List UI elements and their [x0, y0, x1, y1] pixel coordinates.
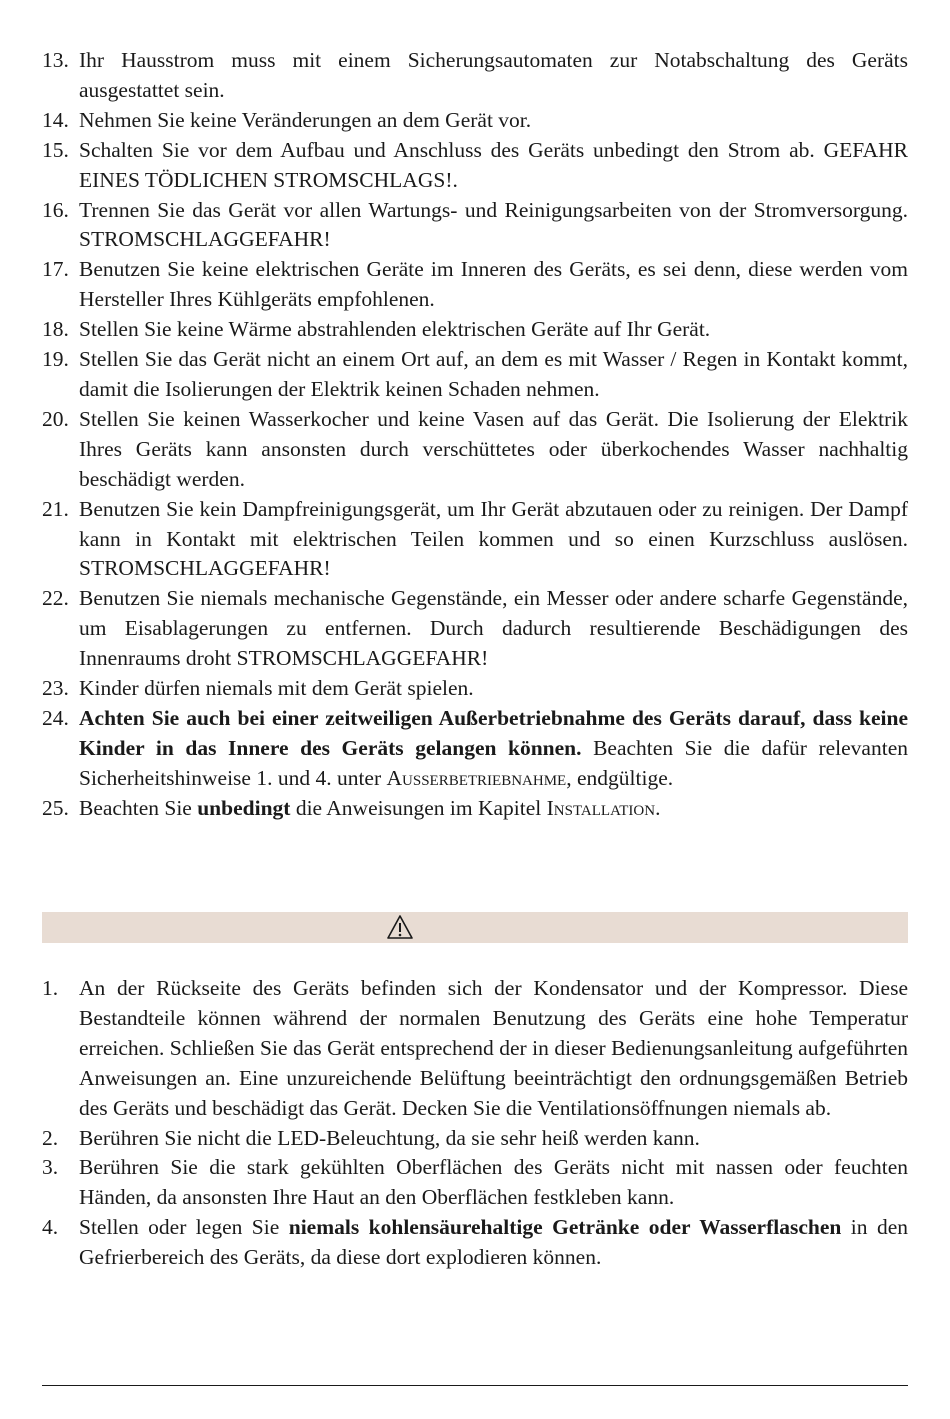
list-item [42, 1124, 908, 1154]
list-item [42, 794, 908, 824]
list-item-text: Benutzen Sie kein Dampfreinigungsgerät, um Ihr Gerät abzutauen oder zu reinigen. Der Dampf kann in Kontakt mit elektrischen Teilen kommen und so einen Kurzschluss auslösen. STROMSCHLAGGEFAHR! [79, 496, 908, 581]
list-item [42, 405, 908, 495]
list-item-text: Schalten Sie vor dem Aufbau und Anschluss des Geräts unbedingt den Strom ab. GEFAHR EINES TÖDLICHEN STROMSCHLAGS!. [79, 137, 908, 192]
list-item [42, 46, 908, 106]
footer-rule [42, 1385, 908, 1386]
list-item [42, 136, 908, 196]
list-item-text: Ihr Hausstrom muss mit einem Sicherungsautomaten zur Notabschaltung des Geräts ausgestattet sein. [79, 48, 908, 102]
list-item-text: Berühren Sie die stark gekühlten Oberflächen des Geräts nicht mit nassen oder feuchten Händen, da ansonsten Ihre Haut an den Oberflächen festkleben kann. [79, 1155, 908, 1210]
list-item-number: 13. [42, 48, 69, 72]
list-item-number: 15. [42, 137, 69, 162]
list-item-number: 17. [42, 257, 69, 282]
list-item-number: 24. [42, 705, 69, 730]
safety-list-continued [42, 46, 908, 824]
list-item [42, 584, 908, 674]
list-item-number: 19. [42, 347, 69, 372]
warning-instructions-list [42, 974, 908, 1273]
list-item [42, 106, 908, 136]
list-item-text: Stellen Sie das Gerät nicht an einem Ort auf, an dem es mit Wasser / Regen in Kontakt kommt, damit die Isolierungen der Elektrik keinen Schaden nehmen. [79, 347, 908, 401]
list-item-text: Beachten Sie unbedingt die Anweisungen im Kapitel Installation. [79, 795, 661, 820]
list-item-text: Kinder dürfen niemals mit dem Gerät spielen. [79, 676, 474, 701]
list-item-text: Trennen Sie das Gerät vor allen Wartungs- und Reinigungsarbeiten von der Stromversorgung. STROMSCHLAGGEFAHR! [79, 197, 908, 252]
list-item-text: Benutzen Sie keine elektrischen Geräte im Inneren des Geräts, es sei denn, diese werden vom Hersteller Ihres Kühlgeräts empfohlenen. [79, 257, 908, 312]
warning-list-section [42, 974, 908, 1273]
list-item [42, 704, 908, 794]
list-item-number: 25. [42, 795, 69, 820]
list-item-number: 20. [42, 406, 69, 431]
list-item-text: Stellen oder legen Sie niemals kohlensäurehaltige Getränke oder Wasserflaschen in den Gefrierbereich des Geräts, da diese dort explodieren können. [79, 1215, 908, 1270]
list-item-text: Nehmen Sie keine Veränderungen an dem Gerät vor. [79, 107, 532, 132]
list-item-number: 22. [42, 586, 69, 611]
warning-banner [42, 912, 908, 943]
list-item-number: 23. [42, 676, 69, 701]
list-item [42, 1213, 908, 1273]
list-item-number: 4. [42, 1215, 59, 1240]
list-item-number: 18. [42, 317, 69, 342]
list-item-text: Stellen Sie keinen Wasserkocher und keine Vasen auf das Gerät. Die Isolierung der Elektrik Ihres Geräts kann ansonsten durch verschüttetes oder überkochendes Wasser nachhaltig beschädigt werden. [79, 406, 908, 491]
list-item-number: 3. [42, 1155, 59, 1180]
list-item [42, 1153, 908, 1213]
list-item [42, 974, 908, 1124]
list-item [42, 196, 908, 256]
list-item [42, 345, 908, 405]
list-item-number: 2. [42, 1125, 59, 1150]
list-item [42, 255, 908, 315]
list-item-number: 1. [42, 976, 59, 1000]
list-item-text: Achten Sie auch bei einer zeitweiligen Außerbetriebnahme des Geräts darauf, dass keine Kinder in das Innere des Geräts gelangen können. Beachten Sie die dafür relevanten Sicherheitshinweise 1. und 4. unter Außerbetriebnahme, endgültige. [79, 705, 908, 790]
list-item-text: Benutzen Sie niemals mechanische Gegenstände, ein Messer oder andere scharfe Gegenstände, um Eisablagerungen zu entfernen. Durch dadurch resultierende Beschädigungen des Innenraums droht STROMSCHLAGGEFAHR! [79, 586, 908, 671]
list-item [42, 674, 908, 704]
list-item-text: Stellen Sie keine Wärme abstrahlenden elektrischen Geräte auf Ihr Gerät. [79, 317, 711, 342]
list-item [42, 315, 908, 345]
warning-triangle-icon [386, 913, 414, 941]
list-item [42, 495, 908, 585]
list-item-number: 21. [42, 496, 69, 521]
safety-instructions-list [42, 46, 908, 824]
list-item-number: 14. [42, 107, 69, 132]
list-item-number: 16. [42, 197, 69, 222]
list-item-text: An der Rückseite des Geräts befinden sich der Kondensator und der Kompressor. Diese Bestandteile können während der normalen Benutzung des Geräts eine hohe Temperatur erreichen. Schließen Sie das Gerät entsprechend der in dieser Bedienungsanleitung aufgeführten Anweisungen an. Eine unzureichende Belüftung beeinträchtigt den ordnungsgemäßen Betrieb des Geräts und beschädigt das Gerät. Decken Sie die Ventilationsöffnungen niemals ab. [79, 976, 908, 1120]
list-item-text: Berühren Sie nicht die LED-Beleuchtung, da sie sehr heiß werden kann. [79, 1125, 700, 1150]
